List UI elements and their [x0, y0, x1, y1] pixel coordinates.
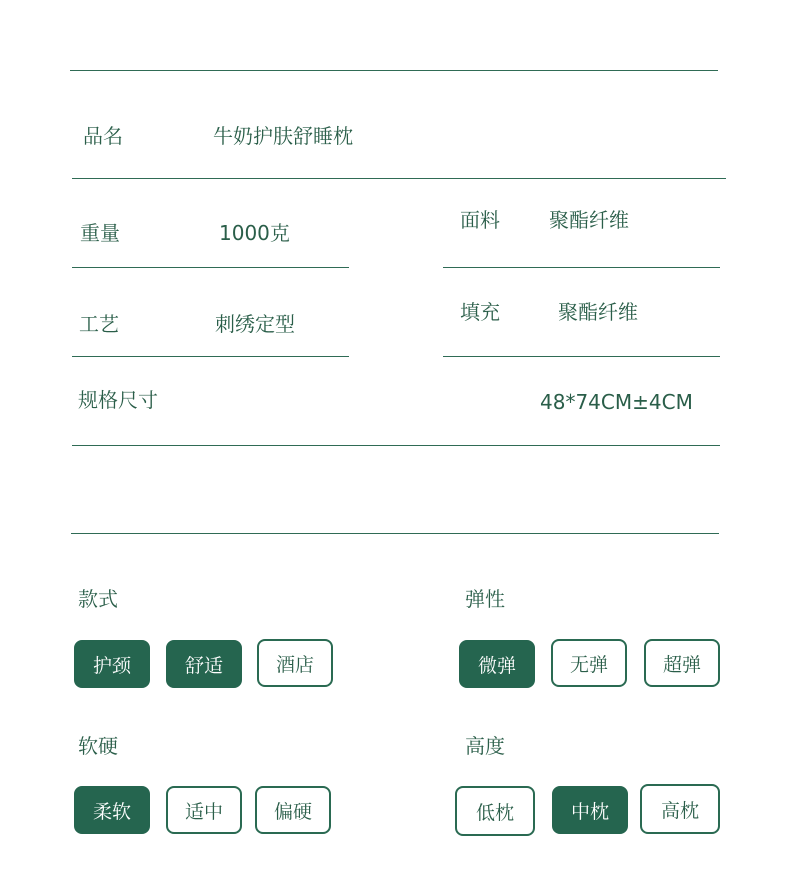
filling-value: 聚酯纤维: [558, 300, 638, 324]
craft-value: 刺绣定型: [215, 312, 295, 336]
style-option-neck[interactable]: 护颈: [74, 640, 150, 688]
elasticity-option-slight[interactable]: 微弹: [459, 640, 535, 688]
name-value: 牛奶护肤舒睡枕: [213, 124, 353, 148]
size-label: 规格尺寸: [78, 388, 158, 412]
top-divider: [70, 70, 718, 71]
height-option-high[interactable]: 高枕: [640, 784, 720, 834]
fabric-value: 聚酯纤维: [549, 208, 629, 232]
style-option-hotel[interactable]: 酒店: [257, 639, 333, 687]
elasticity-option-super[interactable]: 超弹: [644, 639, 720, 687]
row-divider-craft: [72, 356, 349, 357]
firmness-option-firm[interactable]: 偏硬: [255, 786, 331, 834]
firmness-option-medium[interactable]: 适中: [166, 786, 242, 834]
elasticity-option-none[interactable]: 无弹: [551, 639, 627, 687]
style-label: 款式: [78, 587, 118, 611]
fabric-label: 面料: [460, 208, 500, 232]
size-value: 48*74CM±4CM: [540, 390, 693, 414]
row-divider-fabric: [443, 267, 720, 268]
section-divider: [71, 533, 719, 534]
weight-value: 1000克: [219, 221, 290, 245]
height-label: 高度: [465, 734, 505, 758]
elasticity-label: 弹性: [465, 587, 505, 611]
name-label: 品名: [83, 124, 123, 148]
row-divider-filling: [443, 356, 720, 357]
craft-label: 工艺: [79, 312, 119, 336]
row-divider-weight: [72, 267, 349, 268]
firmness-option-soft[interactable]: 柔软: [74, 786, 150, 834]
height-option-low[interactable]: 低枕: [455, 786, 535, 836]
row-divider-size: [72, 445, 720, 446]
weight-label: 重量: [80, 221, 120, 245]
height-option-mid[interactable]: 中枕: [552, 786, 628, 834]
row-divider-name: [72, 178, 726, 179]
style-option-comfort[interactable]: 舒适: [166, 640, 242, 688]
filling-label: 填充: [460, 300, 500, 324]
firmness-label: 软硬: [78, 734, 118, 758]
